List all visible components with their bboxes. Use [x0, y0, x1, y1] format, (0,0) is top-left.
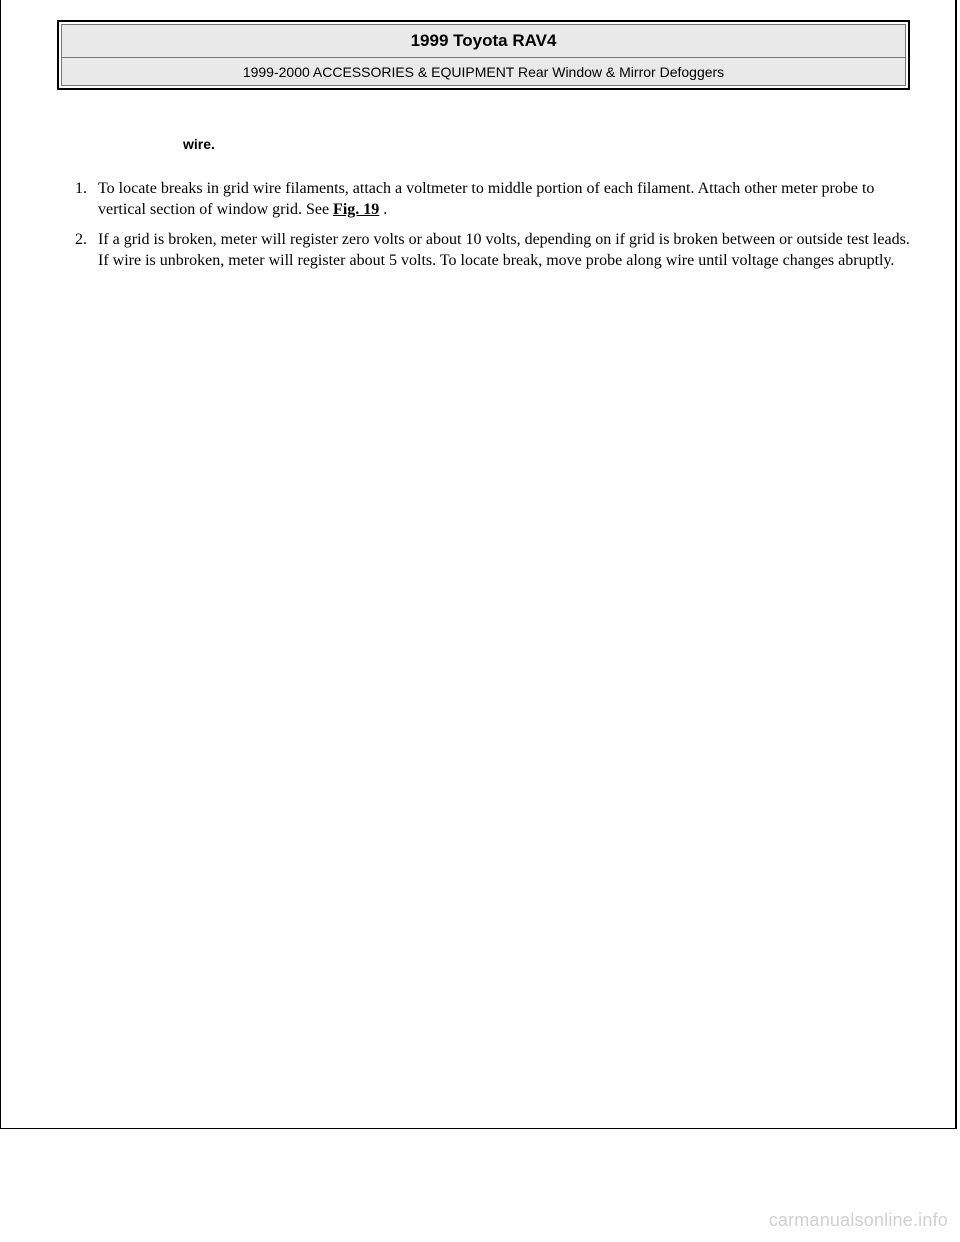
- step-text: To locate breaks in grid wire filaments, attach a voltmeter to middle portion of each filament. Attach other meter probe to vertical section of window grid. See: [98, 180, 875, 218]
- header-inner: [61, 24, 906, 86]
- step-number: 1.: [75, 180, 87, 197]
- procedure-step: [75, 178, 915, 220]
- figure-link[interactable]: Fig. 19: [333, 201, 380, 218]
- page-header: [57, 20, 910, 90]
- step-text-tail: .: [379, 201, 388, 218]
- step-text: If a grid is broken, meter will register zero volts or about 10 volts, depending on if grid is broken between or outside test leads. If wire is unbroken, meter will register about 5 volts. To locate break, move probe along wire until voltage changes abruptly.: [98, 231, 910, 269]
- section-subtitle: 1999-2000 ACCESSORIES & EQUIPMENT Rear Window & Mirror Defoggers: [242, 63, 725, 80]
- figure-caption-fragment: wire.: [183, 136, 215, 152]
- site-watermark: carmanualsonline.info: [768, 1210, 948, 1230]
- procedure-step: [75, 229, 915, 271]
- step-number: 2.: [75, 231, 87, 248]
- procedure-steps: [75, 178, 915, 280]
- vehicle-title: 1999 Toyota RAV4: [62, 25, 905, 58]
